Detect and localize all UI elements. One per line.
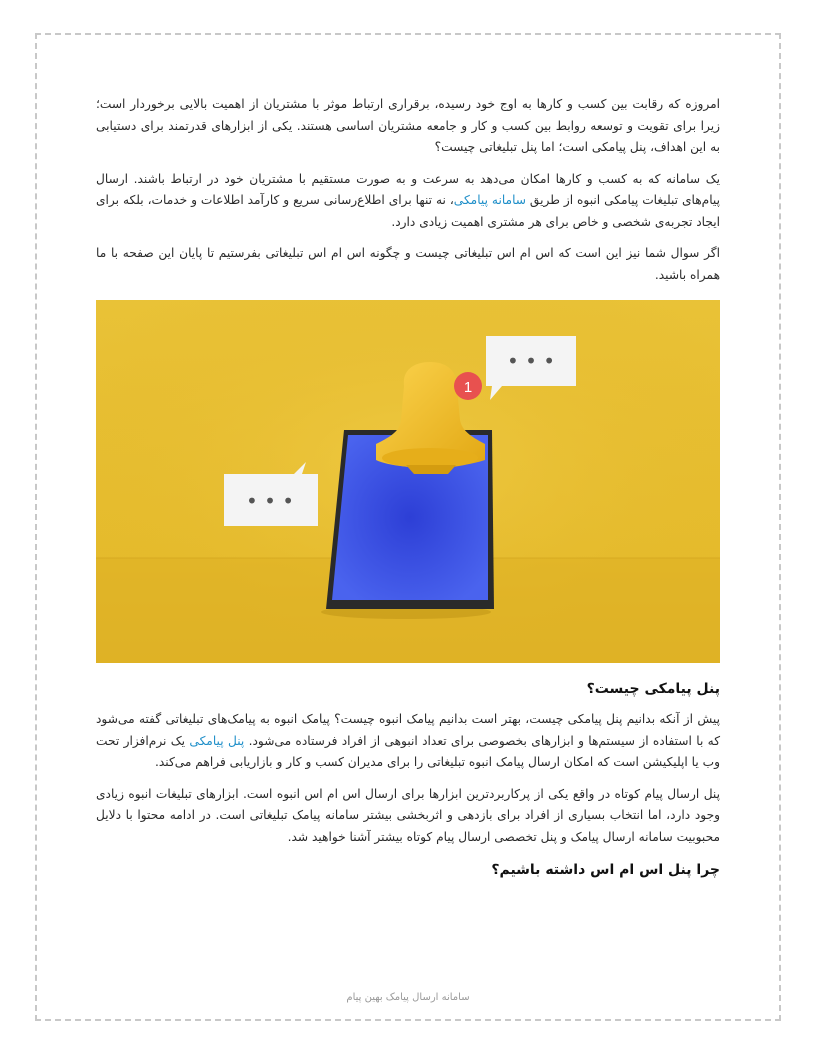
question-paragraph: اگر سوال شما نیز این است که اس ام اس تبلیغاتی چیست و چگونه اس ام اس تبلیغاتی بفرستیم تا پایان این صفحه با ما همراه باشید.: [96, 246, 720, 282]
bulk-sms-paragraph: پیش از آنکه بدانیم پنل پیامکی چیست، بهتر است بدانیم پیامک انبوه چیست؟ پیامک انبوه به پیامک‌های تبلیغاتی گفته می‌شود که با استفاده از سیستم‌ها و ابزارهای بخصوصی برای تعداد انبوهی از افراد فرستاده می‌شود. پنل پیامکی یک نرم‌افزار تحت وب یا اپلیکیشن است که امکان ارسال پیامک انبوه تبلیغاتی را برای مدیران کسب و کار و بازاریابی فراهم می‌کند.: [96, 712, 721, 769]
definition-paragraph: یک سامانه که به کسب و کارها امکان می‌دهد به سرعت و به صورت مستقیم با مشتریان خود در ارتباط باشند. ارسال پیام‌های تبلیغات پیامکی انبوه از طریق سامانه پیامکی، نه تنها برای اطلاع‌رسانی سریع و کارآمد اطلاعات و خدمات، بلکه برای ایجاد تجربه‌ی شخصی و خاص برای هر مشتری اهمیت زیادی دارد.: [96, 171, 720, 229]
sms-system-link[interactable]: سامانه پیامکی: [453, 193, 527, 207]
sms-panel-link[interactable]: پنل پیامکی: [189, 733, 245, 748]
bubble-dots-left: • • •: [245, 489, 295, 513]
intro-paragraph: امروزه که رقابت بین کسب و کارها به اوج خود رسیده، برقراری ارتباط موثر با مشتریان از اهمیت بالایی برخوردار است؛ زیرا برای تقویت و توسعه روابط بین کسب و کار و جامعه مشتریان اساسی هستند. یکی از ابزارهای قدرتمند برای دستیابی به این اهداف، پنل پیامکی است؛ اما پنل تبلیغاتی چیست؟: [96, 97, 720, 154]
hero-image: [96, 300, 720, 663]
bubble-dots-right: • • •: [506, 349, 556, 373]
section-heading-why-panel: چرا پنل اس ام اس داشته باشیم؟: [491, 862, 720, 878]
notification-illustration: [96, 300, 720, 663]
article-content: [96, 94, 720, 890]
page-footer: سامانه ارسال پیامک بهین پیام: [346, 992, 470, 1003]
section-heading-what-is-panel: پنل پیامکی چیست؟: [586, 681, 720, 697]
notification-count: 1: [463, 379, 473, 396]
usage-paragraph: پنل ارسال پیام کوتاه در واقع یکی از پرکاربردترین ابزارها برای ارسال اس ام اس انبوه است. ابزارهای تبلیغات انبوه زیادی وجود دارد، اما انتخاب بسیاری از افراد برای بازدهی و اثربخشی بیشتر سامانه پیامک تبلیغاتی است. در ادامه محتوا با دلایل محبوبیت سامانه ارسال پیامک و پنل تخصصی ارسال پیام کوتاه بیشتر آشنا خواهید شد.: [96, 786, 720, 844]
